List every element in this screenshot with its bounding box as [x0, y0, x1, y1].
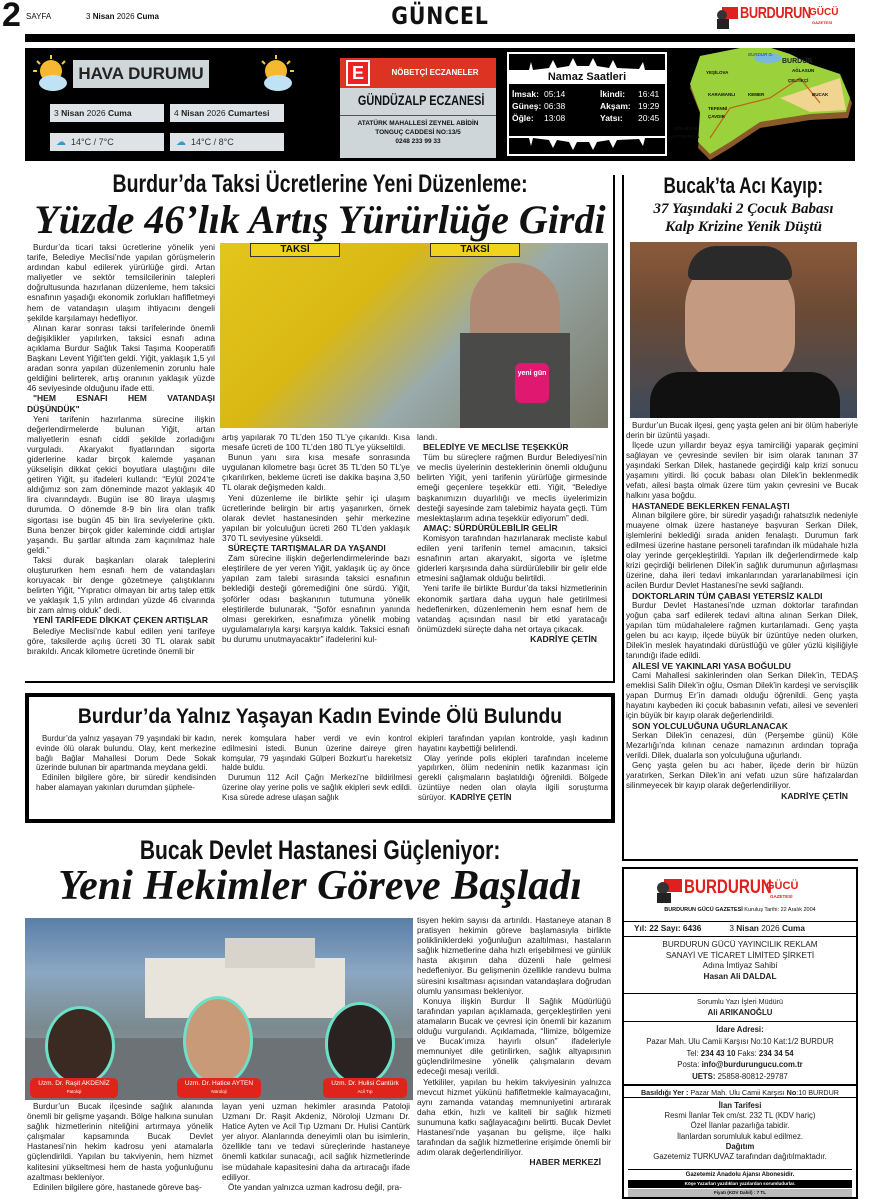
- paragraph: Bunun yanı sıra kısa mesafe sonrasında uygulanan kilometre başı ücret 35 TL’den 50 TL’ye çıkarılırken, bekleme ücreti ise dakika başına 3,50 TL olarak değişmeden kaldı.: [222, 452, 410, 493]
- article-taxi-col1: [27, 242, 215, 682]
- logo-text-2: GÜCÜ: [809, 7, 839, 18]
- byline: HABER MERKEZİ: [529, 1157, 601, 1168]
- page-number: 2: [2, 0, 21, 34]
- paragraph: Alınan bilgilere göre, bir süredir yaşadığı rahatsızlık nedeniyle muayene olmak üzere hastaneye başvuran Serkan Dilek, işlemlerini beklediği sırada aniden fenalaştı. Durumun fark edilmesi üzerine hastane personeli tarafından ilk müdahale hızla olay yerinde gerçekleştirildi. Yapılan ilk değerlendirmede kalp krizi geçirdiği belirlenen Dilek’in sağlık durumunun ağırlaşması üzerine, daha ileri tedavi imkanlarından yararlanabilmesi için acilen Burdur Devlet Hastanesi’ne sevki sağlandı.: [626, 511, 858, 590]
- paragraph: Tüm bu süreçlere rağmen Burdur Belediyesi’nin ve meclis üyelerinin desteklerinin önemli olduğunu belirten Yiğit, yeni tarifenin yürürlüğe girmesinde emeği geçenlere teşekkür etti. Yiğit, “Belediye başkanımızın duyarlılığı ve meclis üyelerimizin desteği sayesinde zam talebimiz hayata geçti. Tüm meslektaşlarım adına teşekkür ediyorum” dedi.: [417, 452, 607, 523]
- article-hospital-col1: [27, 1101, 213, 1200]
- burdur-map: BURDUR G. BURDUR AĞLASUN YEŞİLOVA ÇELTİKÇİ KARAMANLI KEMER BUCAK TEFENNİ ÇAVDIR GÖLHİSAR ALTINYAYLA: [670, 48, 855, 161]
- paragraph: Komisyon tarafından hazırlanarak mecliste kabul edilen yeni tarifenin temel amacının, taksici esnafının artan akaryakıt, sigorta ve işletme giderleri karşısında daha sürdürülebilir bir gelir elde etmesini sağlamak olduğu belirtildi.: [417, 532, 607, 584]
- paragraph: Cami Mahallesi sakinlerinden olan Serkan Dilek’in, TEDAŞ emeklisi Salih Dilek’in oğlu, Osman Dilek’in kardeşi ve servisçilik yapan Durmuş Er’in damadı olduğu öğrenildi. Genç yaşta hayatını kaybeden iki çocuk babasının vefatı, ailesi ve sevenleri için büyük bir kayıp olarak değerlendirildi.: [626, 671, 858, 720]
- article-bucak-body: [626, 421, 858, 861]
- article-hospital-col3: [417, 915, 611, 1200]
- mosque-skyline-icon: [509, 136, 665, 152]
- doctor-photo: [183, 996, 253, 1086]
- page-label: SAYFA: [26, 12, 52, 21]
- editor-info: Sorumlu Yazı İşleri Müdürü Ali ARIKANOĞLU: [624, 993, 856, 1021]
- column-divider: [613, 175, 615, 683]
- article-bucak-headline-2[interactable]: Kalp Krizine Yenik Düştü: [665, 219, 822, 235]
- prayer-time: 16:41: [638, 89, 660, 99]
- logo-text-3: GAZETESİ: [812, 20, 833, 25]
- paragraph-text: Olay yerinde polis ekipleri tarafından inceleme yapılırken, ölüm nedeninin netlik kazanması için gerekli çalışmaların başlatıldığı öğrenildi. Bölgede üzüntüye neden olan olayla ilgili soruşturma sürüyor.: [418, 753, 608, 802]
- paragraph: Genç yaşta gelen bu acı haber, ilçede derin bir hüzün yaratırken, Serkan Dilek’in ani vefatı uzun süre hafızalardan silinmeyecek bir kayıp olarak değerlendiriliyor.: [626, 761, 858, 790]
- prayer-name: İkindi:: [600, 89, 626, 99]
- prayer-time: 13:08: [544, 113, 566, 123]
- paragraph: Burdur Devlet Hastanesi’nde uzman doktorlar tarafından yoğun çaba sarf edilerek tedavi altına alınan Serkan Dilek, yapılan tüm müdahalelere rağmen kurtarılamadı. Genç yaşta gelen bu acı kayıp, ilçede büyük bir üzüntüye neden olurken, Dilek’in meslek hayatındaki dürüstlüğü ve güler yüzlü kişiliğiyle tanındığı ifade edildi.: [626, 601, 858, 660]
- prayer-name: Yatsı:: [600, 113, 623, 123]
- taxi-photo: [220, 243, 608, 428]
- doctor-photo: [45, 1006, 115, 1086]
- section-title: GÜNCEL: [391, 2, 489, 30]
- prayer-time: 06:38: [544, 101, 566, 111]
- taxi-sign: TAKSİ: [250, 243, 340, 257]
- byline: KADRİYE ÇETİN: [450, 792, 512, 802]
- serkan-dilek-photo: [630, 242, 857, 418]
- rain-cloud-icon: ☁: [56, 137, 66, 148]
- price: Fiyatı (KDV Dahil) : 7 TL: [628, 1189, 852, 1197]
- ataturk-flag-icon: [656, 877, 682, 903]
- prayer-time: 19:29: [638, 101, 660, 111]
- paragraph: artış yapılarak 70 TL’den 150 TL’ye çıkarıldı. Kısa mesafe ücreti de 100 TL’den 180 TL’ye yükseltildi.: [222, 432, 410, 453]
- ataturk-flag-icon: [716, 5, 738, 29]
- weather-day-2-date: 4 Nisan 2026 Cumartesi: [170, 104, 284, 122]
- paragraph: Konuya ilişkin Burdur İl Sağlık Müdürlüğü tarafından yapılan açıklamada, gerçekleştirilen yeni atamaların Bucak ve çevresi için önemli bir kazanım olduğu vurgulandı. Açıklamada, “İlimize, bölgemize ve Bucak’ımıza hayırlı olsun” ifadeleriyle memnuniyet dile getirilirken, sağlık altyapısının güçlendirilmesine yönelik çalışmaların devam edeceği mesajı verildi.: [417, 995, 611, 1077]
- imprint-box: [622, 867, 858, 1199]
- paragraph: Burdur’un Bucak ilçesi, genç yaşta gelen ani bir ölüm haberiyle derin bir üzüntü yaşadı.: [626, 421, 858, 440]
- logo-text: BURDURUN: [740, 5, 811, 22]
- weather-day-2-temp: ☁ 14°C / 8°C: [170, 133, 284, 151]
- pharmacy-name: GÜNDÜZALP ECZANESİ: [357, 92, 485, 108]
- agency-note: Gazetemiz Anadolu Ajansı Abonesidir.: [628, 1169, 852, 1180]
- prayer-time: 20:45: [638, 113, 660, 123]
- prayer-name: Güneş:: [512, 101, 542, 111]
- column-divider: [622, 175, 624, 860]
- header-rule: [25, 34, 855, 42]
- paragraph: nerek komşulara haber verdi ve evin kontrol edilmesini istedi. Bunun üzerine daireye giren komşular, 79 yaşındaki Gülperi Bozkurt’u hareketsiz halde buldu.: [222, 734, 412, 773]
- writers-note: Köşe Yazarları yazdıkları yazılardan sorumludurlar.: [628, 1180, 852, 1188]
- byline: KADRİYE ÇETİN: [530, 633, 597, 644]
- paragraph: Edinilen bilgilere göre, bir süredir kendisinden haber alamayan yakınları durumdan şüphele-: [36, 773, 216, 792]
- subheading: HASTANEDE BEKLERKEN FENALAŞTI: [632, 501, 790, 511]
- article-woman-col3: [418, 734, 608, 818]
- article-woman-headline[interactable]: Burdur’da Yalnız Yaşayan Kadın Evinde Ölü Bulundu: [77, 705, 563, 728]
- subheading: YENİ TARİFEDE DİKKAT ÇEKEN ARTIŞLAR: [33, 615, 209, 626]
- article-taxi-col3: [417, 432, 607, 682]
- article-bucak-kicker[interactable]: Bucak’ta Acı Kayıp:: [663, 173, 824, 198]
- owner-info: BURDURUN GÜCÜ YAYINCILIK REKLAM SANAYİ VE TİCARET LİMİTED ŞİRKETİ Adına İmtiyaz Sahibi Hasan Ali DALDAL: [624, 936, 856, 993]
- paragraph: Yeni tarifenin hazırlanma sürecine ilişkin değerlendirmelerde bulunan Yiğit, artan maliyetlerin esnafı ciddi şekilde zorladığını vurguladı. Akaryakıt fiyatlarından sigorta giderlerine kadar birçok kalemde yaşanan yükselişin dikkat çekici boyutlara ulaştığını dile getiren Yiğit, şu ifadeleri kullandı: “Eylül 2024’te aldığımız son zam döneminde mazot yaklaşık 40 lira civarındaydı. Bugün ise 80 liraya ulaşmış durumda. O dönemde 8-9 bin lira olan trafik sigortası ise bugün 45 bin lira seviyelerine çıktı. Buna benzer birçok gider kaleminde ciddi artışlar yaşandı. Bu şartlar altında zam kaçınılmaz hale geldi.”: [27, 413, 215, 555]
- subheading: SON YOLCULUĞUNA UĞURLANACAK: [632, 721, 788, 731]
- hair-silhouette: [688, 246, 792, 280]
- divider: [25, 681, 615, 683]
- paragraph: Burdur’da yalnız yaşayan 79 yaşındaki bir kadın, evinde ölü olarak bulundu. Olay, kent merkezine bağlı Bağlar Mahallesi Dorum Dede Sokak üzerinde bulunan bir apartmanda meydana geldi.: [36, 734, 216, 773]
- paragraph: Burdur’un Bucak ilçesinde sağlık alanında önemli bir gelişme yaşandı. Bölge halkına sunulan sağlık hizmetlerinin niteliğini artırmaya yönelik çalışmalar kapsamında Bucak Devlet Hastanesi’nin hekim kadrosu yeni atamalarla güçlendirildi. Yapılan bu takviyenin, hem hizmet kalitesini yükseltmesi hem de hasta yoğunluğunu azaltması bekleniyor.: [27, 1101, 213, 1182]
- paragraph: layan yeni uzman hekimler arasında Patoloji Uzmanı Dr. Raşit Akdeniz, Nöroloji Uzmanı Dr. Hatice Ayten ve Acil Tıp Uzmanı Dr. Hulisi Cantürk yer alıyor. Alanlarında deneyimli olan bu isimlerin, özellikle tanı ve tedavi süreçlerinde hastaneye önemli katkılar sunacağı, acil sağlık hizmetlerinde ise müdahale kapasitesini daha da artıracağı ifade ediliyor.: [222, 1101, 410, 1182]
- hospital-building: [225, 938, 315, 968]
- taxi-sign: TAKSİ: [430, 243, 520, 257]
- weather-title: HAVA DURUMU: [73, 60, 209, 88]
- paragraph: landı.: [417, 432, 438, 442]
- subheading: AİLESİ VE YAKINLARI YASA BOĞULDU: [632, 661, 791, 671]
- paragraph: Belediye Meclisi’nde kabul edilen yeni tarifeye göre, taksilerde açılış ücreti 30 TL olarak sabit bırakıldı. Ancak kilometre ücretinde önemli bir: [27, 625, 215, 656]
- paragraph: tisyen hekim sayısı da artırıldı. Hastaneye atanan 8 pratisyen hekimin göreve başlamasıyla birlikte polikliniklerdeki yoğunluğun azaltılması, hastaların sağlık hizmetlerine daha hızlı erişebilmesi ve günlük hasta akışının daha düzenli hale gelmesi hedefleniyor. Bu gelişmenin özellikle randevu bulma süresini kısaltması açısından vatandaşlara doğrudan olumlu yansıması bekleniyor.: [417, 915, 611, 996]
- hospital-photo: [25, 918, 413, 1100]
- imprint-logo: BURDURUN GÜCÜ GAZETESİ: [624, 875, 856, 905]
- pharmacy-e-icon: E: [346, 60, 370, 86]
- paragraph: Durumun 112 Acil Çağrı Merkezi’ne bildirilmesi üzerine olay yerine polis ve sağlık ekipleri sevk edildi. Kısa sürede adrese ulaşan sağlık: [222, 773, 412, 802]
- sun-cloud-icon: [258, 55, 296, 93]
- paragraph: Zam sürecine ilişkin değerlendirmelerinde bazı eleştirilere de yer veren Yiğit, yaklaşık üç ay önce yapılan zam talebi sırasında taksici esnafının beklediği desteği göremediğini öne sürdü. Yiğit, şoförler odası başkanının tutumuna yönelik eleştirilerde bulunarak, “Şoför esnafının yanında olması gerekirken, esnafımıza yönelik mobing uygulamalarıyla karşı karşıya kaldık. Taksici esnafı bu durumu unutmayacaktır” ifadelerini kul-: [222, 553, 410, 644]
- rain-cloud-icon: ☁: [176, 137, 186, 148]
- subheading: SÜREÇTE TARTIŞMALAR DA YAŞANDI: [228, 543, 386, 554]
- article-taxi-col2: [222, 432, 410, 682]
- article-bucak-headline-1[interactable]: 37 Yaşındaki 2 Çocuk Babası: [653, 201, 834, 217]
- doctor-photo: [325, 1002, 395, 1086]
- paragraph: Serkan Dilek’in cenazesi, dün (Perşembe günü) Köle Mezarlığı’nda kılınan cenaze namazının ardından toprağa verildi. Dilek, dualarla son yolculuğuna uğurlandı.: [626, 731, 858, 760]
- paragraph: Yetkililer, yapılan bu hekim takviyesinin yalnızca mevcut hizmet yükünü hafifletmekle kalmayacağını, aynı zamanda vatandaş memnuniyetini artırarak daha etkin, hızlı ve kaliteli bir sağlık hizmeti sunumuna katkı sağlayacağını belirtti. Bucak Devlet Hastanesi’nde yaşanan bu gelişme, ilçe halkı tarafından da sağlık hizmetlerine erişimde önemli bir adım olarak değerlendiriliyor.: [417, 1076, 611, 1158]
- weather-day-1-date: 3 Nisan 2026 Cuma: [50, 104, 164, 122]
- prayer-name: Akşam:: [600, 101, 631, 111]
- subheading: DOKTORLARIN TÜM ÇABASI YETERSİZ KALDI: [632, 591, 823, 601]
- weather-day-1-temp: ☁ 14°C / 7°C: [50, 133, 164, 151]
- article-hospital-kicker[interactable]: Bucak Devlet Hastanesi Güçleniyor:: [139, 835, 501, 865]
- article-hospital-col2: [222, 1101, 410, 1200]
- paragraph: Yeni düzenleme ile birlikte şehir içi ulaşım ücretlerinde belirgin bir artış yaşanırken, örnek olarak devlet hastanesinden şehir merkezine yapılan bir yolculuğun ücreti 260 TL’den yaklaşık 370 TL seviyesine yükseldi.: [222, 492, 410, 543]
- sun-cloud-icon: [33, 55, 71, 93]
- divider: [622, 859, 858, 861]
- article-woman-col2: [222, 734, 412, 818]
- address-info: İdare Adresi: Pazar Mah. Ulu Camii Karşısı No:10 Kat:1/2 BURDUR Tel: 234 43 10 Faks: 234 34 54 Posta: info@burdurungucu.com.tr UETS: 25858-80812-29787: [624, 1021, 856, 1083]
- byline: KADRİYE ÇETİN: [781, 791, 848, 801]
- prayer-name: İmsak:: [512, 89, 539, 99]
- ad-rates: İlan Tarifesi Resmi İlanlar Tek cm/st. 232 TL (KDV hariç) Özel İlanlar pazarlığa tabidir. İlanlardan sorumluluk kabul edilmez. Dağıtım Gazetemiz TURKUVAZ tarafından dağıtılmaktadır.: [653, 1101, 827, 1162]
- doctor-badge: Uzm. Dr. Hulisi Cantürk Acil Tıp: [323, 1078, 407, 1098]
- doctor-badge: Uzm. Dr. Hatice AYTEN Nöroloji: [177, 1078, 261, 1098]
- subheading: "HEM ESNAFI HEM VATANDAŞI DÜŞÜNDÜK": [27, 393, 215, 414]
- article-taxi-kicker[interactable]: Burdur’da Taksi Ücretlerine Yeni Düzenleme:: [112, 170, 528, 198]
- prayer-time: 05:14: [544, 89, 566, 99]
- pharmacy-label: NÖBETÇİ ECZANELER: [391, 68, 479, 77]
- paragraph: Yeni tarife ile birlikte Burdur’da taksi hizmetlerinin ekonomik şartlara daha uygun hale getirilmesi hedeflenirken, düzenlemenin hem esnaf hem de vatandaş açısından nasıl bir etki yaratacağı önümüzdeki süreçte daha net ortaya çıkacak.: [417, 583, 607, 634]
- subheading: AMAÇ: SÜRDÜRÜLEBİLİR GELİR: [423, 522, 558, 533]
- newspaper-logo[interactable]: [716, 3, 856, 31]
- print-location: Basıldığı Yer : Pazar Mah. Ulu Camii Karşısı No:10 BURDUR: [624, 1084, 856, 1098]
- paragraph: Burdur’da ticari taksi ücretlerine yönelik yeni tarife, Belediye Meclisi’nde yapılan görüşmelerin ardından kabul edilerek yürürlüğe girdi. Artan maliyetler ve sektör temsilcilerinin talepleri doğrultusunda hazırlanan düzenleme, hem taksici esnafının yaşadığı ekonomik zorlukları hafifletmeyi hem de vatandaşın ulaşım ihtiyacını dengeli şekilde karşılamayı hedefliyor.: [27, 242, 215, 323]
- paragraph: ekipleri tarafından yapılan kontrolde, yaşlı kadının hayatını kaybettiği belirlendi.: [418, 734, 608, 753]
- paragraph: [418, 754, 608, 803]
- paragraph: Edinilen bilgilere göre, hastanede göreve baş-: [33, 1181, 202, 1192]
- paragraph: İlçede uzun yıllardır beyaz eşya tamirciliği yaparak geçimini sağlayan ve çevresinde sevilen bir isim olarak tanınan 37 yaşındaki Serkan Dilek, hastanede geçirdiği kalp krizi sonucu yaşamını yitirdi. İki çocuk babası olan Dilek’in beklenmedik vefatı, ailesi başta olmak üzere tüm yakın çevresini ve Bucak halkını yasa boğdu.: [626, 441, 858, 500]
- shirt-silhouette: [650, 372, 840, 418]
- prayer-times-title: Namaz Saatleri: [509, 70, 665, 84]
- map-shape-icon: [670, 48, 855, 161]
- paragraph: Öte yandan yalnızca uzman kadrosu değil, pra-: [228, 1181, 402, 1192]
- founded-date: BURDURUN GÜCÜ GAZETESİ Kuruluş Tarihi: 22 Aralık 2004: [664, 907, 816, 913]
- article-hospital-headline[interactable]: Yeni Hekimler Göreve Başladı: [58, 863, 582, 909]
- email-link[interactable]: info@burdurungucu.com.tr: [701, 1060, 803, 1070]
- paragraph: Taksi durak başkanları olarak taleplerini oluştururken hem esnafı hem de vatandaşları koruyacak bir denge gözetmeye çalıştıklarını belirten Yiğit, “Yıpratıcı olmayan bir artış talep ettik ve yaklaşık 1,5 yılın ardından yüzde 46 civarında bir zam almış olduk” dedi.: [27, 554, 215, 616]
- issue-date: 3 Nisan 2026 Cuma: [86, 12, 159, 21]
- prayer-name: Öğle:: [512, 113, 534, 123]
- paragraph: Alınan karar sonrası taksi tarifelerinde önemli değişiklikler yapılırken, taksici esnafı adına açıklama Burdur Sağlık Taksi Taşıma Kooperatifi Başkanı Levent Yiğit’ten geldi. Yiğit, yaklaşık 1,5 yıl aradan sonra yapılan düzenlemenin zorunlu hale geldiğini belirterek, artış oranının yaklaşık yüzde 46 seviyesinde olduğunu ifade etti.: [27, 322, 215, 394]
- issue-info: Yıl: 22 Sayı: 6436 3 Nisan 2026 Cuma: [624, 921, 856, 935]
- subheading: BELEDİYE VE MECLİSE TEŞEKKÜR: [423, 442, 569, 453]
- pharmacy-address: ATATÜRK MAHALLESİ ZEYNEL ABİDİN TONGUÇ CADDESİ NO:13/5 0248 233 99 33: [340, 115, 496, 146]
- article-woman-col1: [36, 734, 216, 818]
- microphone-logo: yeni gün: [515, 363, 549, 403]
- pharmacy-phone: 0248 233 99 33: [395, 138, 441, 145]
- doctor-badge: Uzm. Dr. Raşit AKDENİZ Patoloji: [30, 1078, 118, 1098]
- article-taxi-headline[interactable]: Yüzde 46’lık Artış Yürürlüğe Girdi: [34, 197, 606, 242]
